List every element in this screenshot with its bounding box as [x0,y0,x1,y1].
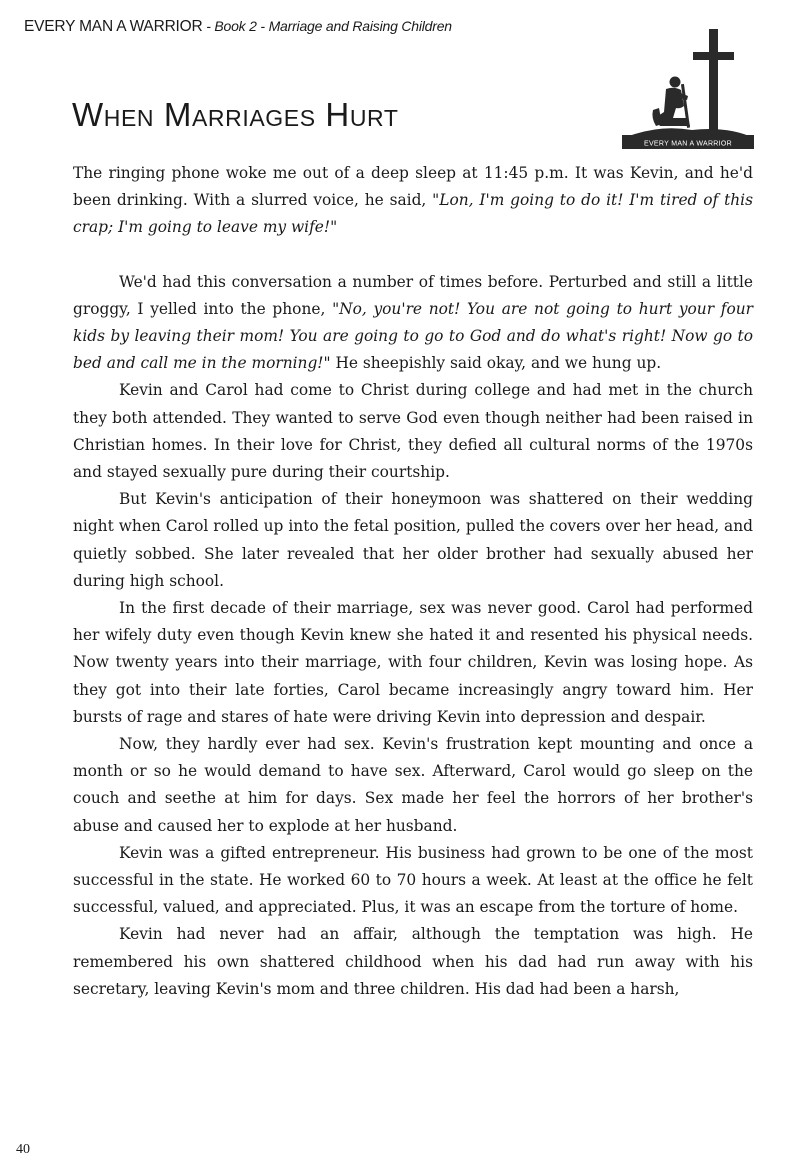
paragraph-1-quote: "Lon, I'm going to do it! I'm tired of this crap; I'm going to leave my wife!" [73,191,753,237]
kneeling-warrior-cross-icon [618,26,758,152]
cross-beam [693,52,734,60]
paragraph-5: In the first decade of their marriage, sex was never good. Carol had performed her wifely duty even though Kevin knew she hated it and resented his physical needs. Now twenty years into their marriage, with four children, Kevin was losing hope. As they got into their late forties, Carol became increasingly angry toward him. Her bursts of rage and stares of hate were driving Kevin into depression and despair. [73,599,753,726]
page-number: 40 [16,1142,30,1157]
kneeling-warrior [652,77,690,128]
book-subtitle: Book 2 - Marriage and Raising Children [214,18,452,34]
running-header [24,18,452,36]
cross-upright [709,29,718,135]
series-title: EVERY MAN A WARRIOR [24,18,203,35]
paragraph-2-text-start: We'd had this conversation a number of times before. Perturbed and still a little groggy, I yelled into the phone, [73,272,753,318]
chapter-body [73,160,753,1003]
paragraph-2-quote: "No, you're not! You are not going to hurt your four kids by leaving their mom! You are going to go to God and do what's right! Now go to bed and call me in the morning!" [73,299,753,373]
paragraph-1 [73,160,753,242]
paragraph-1-text: The ringing phone woke me out of a deep sleep at 11:45 p.m. It was Kevin, and he'd been drinking. With a slurred voice, he said, [73,164,753,210]
paragraph-2-text-end: He sheepishly said okay, and we hung up. [330,354,662,373]
paragraph-8: Kevin had never had an affair, although the temptation was high. He remembered his own shattered childhood when his dad had run away with his secretary, leaving Kevin's mom and three children. His dad had been a harsh, [73,925,753,998]
chapter-title: When Marriages Hurt [72,96,399,133]
header-separator: - [202,18,215,34]
paragraph-6: Now, they hardly ever had sex. Kevin's frustration kept mounting and once a month or so he would demand to have sex. Afterward, Carol would go sleep on the couch and seethe at him for days. Sex made her feel the horrors of her brother's abuse and caused her to explode at her husband. [73,735,753,835]
paragraph-7: Kevin was a gifted entrepreneur. His business had grown to be one of the most successful in the state. He worked 60 to 70 hours a week. At least at the office he felt successful, valued, and appreciated. Plus, it was an escape from the torture of home. [73,843,753,917]
logo-caption: EVERY MAN A WARRIOR [643,140,733,148]
paragraph-4: But Kevin's anticipation of their honeymoon was shattered on their wedding night when Carol rolled up into the fetal position, pulled the covers over her head, and quietly sobbed. She later revealed that her older brother had sexually abused her during high school. [73,490,753,590]
paragraph-2 [73,269,753,378]
paragraph-3: Kevin and Carol had come to Christ during college and had met in the church they both attended. They wanted to serve God even though neither had been raised in Christian homes. In their love for Christ, they defied all cultural norms of the 1970s and stayed sexually pure during their courtship. [73,381,753,482]
